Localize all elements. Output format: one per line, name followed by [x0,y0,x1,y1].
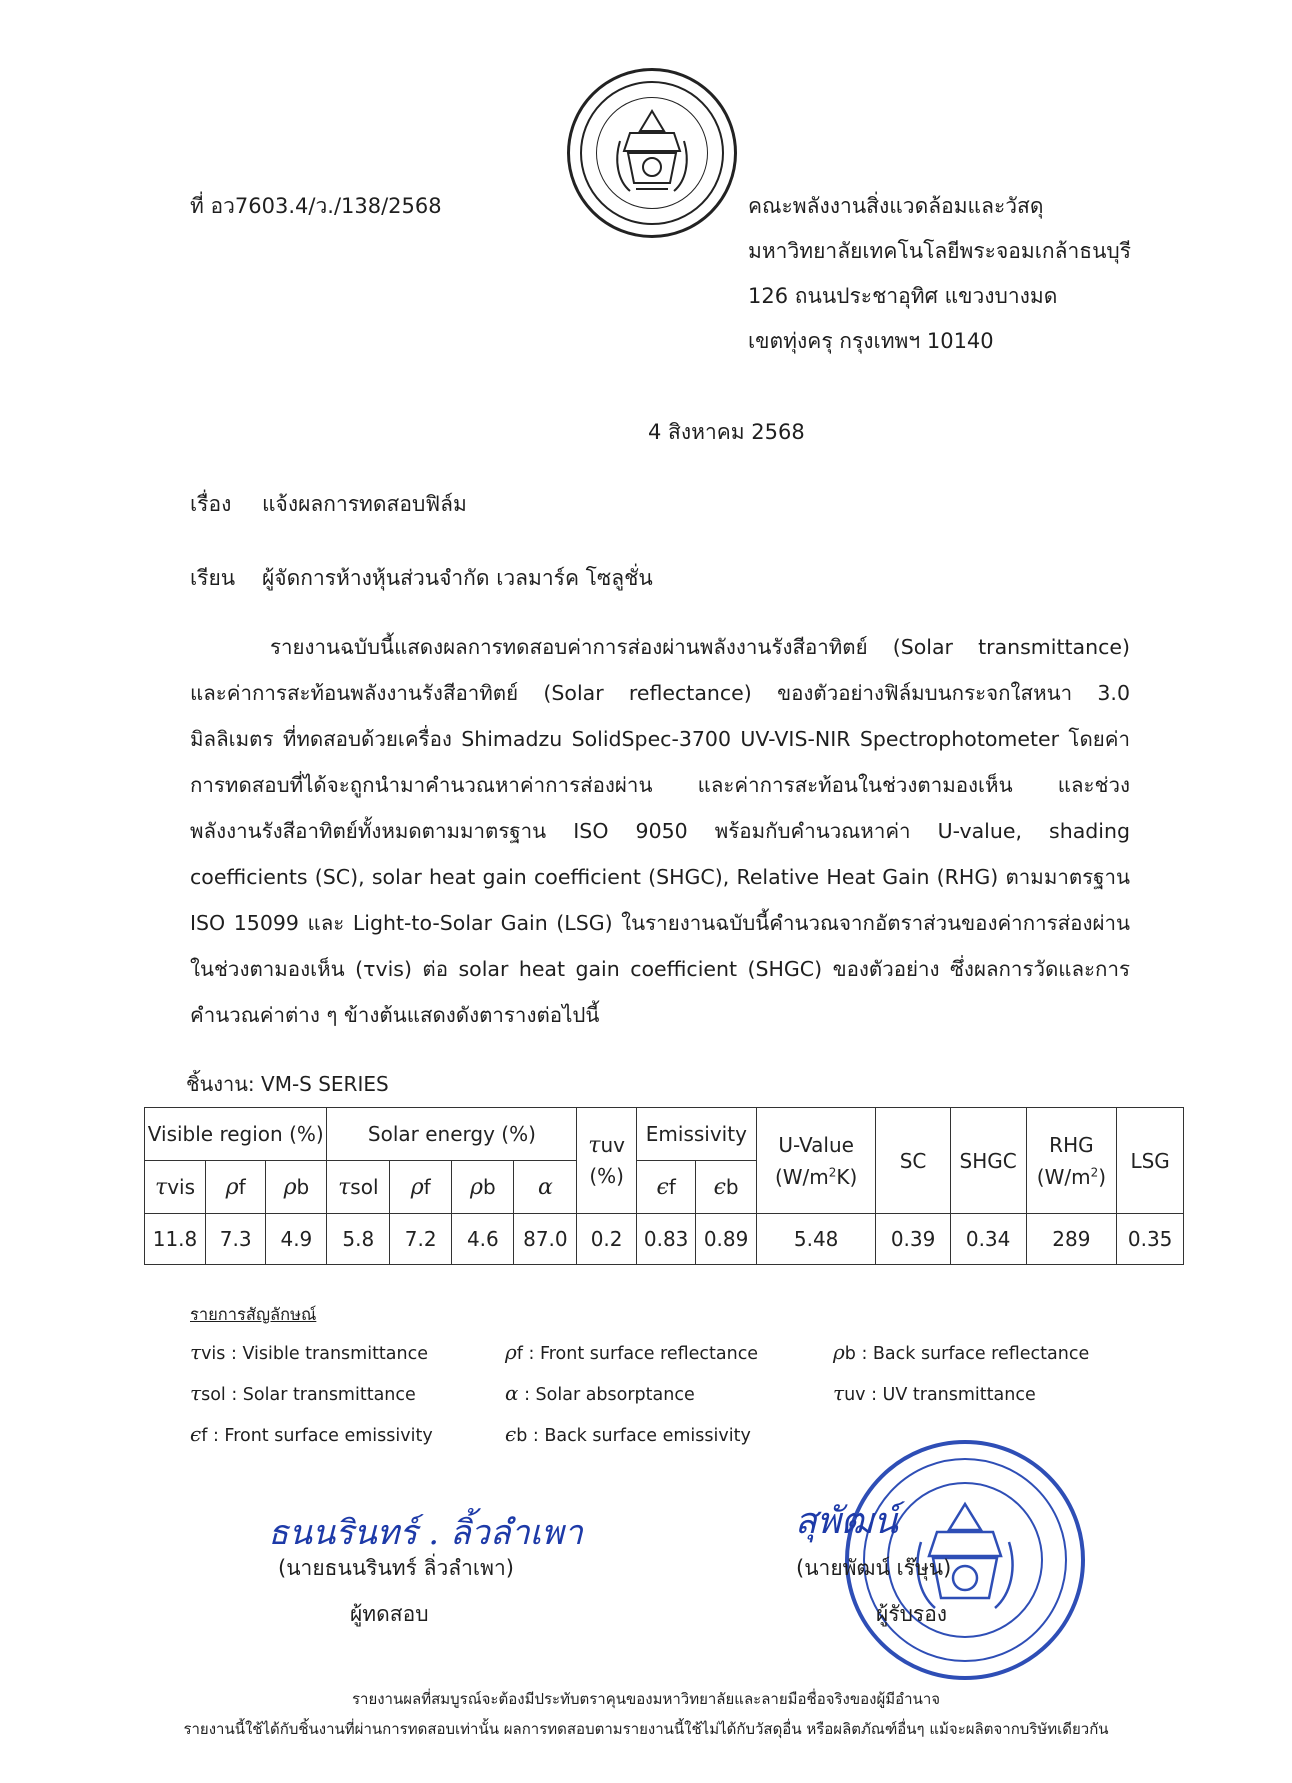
legend-item: ϵb : Back surface emissivity [505,1422,751,1446]
body-line: และค่าการสะท้อนพลังงานรังสีอาทิตย์ (Solar reflectance) ของตัวอย่างฟิล์มบนกระจกใสหนา 3.0 [190,681,1130,705]
body-line: ในช่วงตามองเห็น (τvis) ต่อ solar heat gain coefficient (SHGC) ของตัวอย่าง ซึ่งผลการวัดและการ [190,957,1130,981]
table-cell: 0.39 [876,1214,950,1265]
solar-energy-header: Solar energy (%) [327,1108,577,1161]
table-header-row [145,1108,1184,1161]
results-table [144,1107,1184,1265]
col-eb: ϵb [696,1161,756,1214]
tester-role: ผู้ทดสอบ [350,1602,429,1626]
table-cell: 7.3 [206,1214,266,1265]
body-line: การทดสอบที่ได้จะถูกนำมาคำนวณหาค่าการส่องผ่าน และค่าการสะท้อนในช่วงตามองเห็น และช่วง [190,773,1130,797]
table-cell: 0.34 [950,1214,1026,1265]
address-line: มหาวิทยาลัยเทคโนโลยีพระจอมเกล้าธนบุรี [748,239,1132,263]
shgc-header: SHGC [950,1108,1026,1214]
col-rf-sol: ρf [390,1161,452,1214]
legend-item: ρb : Back surface reflectance [833,1340,1090,1364]
recipient-text: ผู้จัดการห้างหุ้นส่วนจำกัด เวลมาร์ค โซลูชั่น [262,566,653,590]
body-line: มิลลิเมตร ที่ทดสอบด้วยเครื่อง Shimadzu SolidSpec-3700 UV-VIS-NIR Spectrophotometer โดยค่า [190,727,1130,751]
body-line: คำนวณค่าต่าง ๆ ข้างต้นแสดงดังตารางต่อไปนี้ [190,1003,600,1027]
sc-header: SC [876,1108,950,1214]
approver-signature: สุพัฒน์ [795,1501,898,1542]
address-line: เขตทุ่งครุ กรุงเทพฯ 10140 [748,329,994,353]
body-line: coefficients (SC), solar heat gain coefficient (SHGC), Relative Heat Gain (RHG) ตามมาตรฐาน [190,865,1130,889]
address-line: คณะพลังงานสิ่งแวดล้อมและวัสดุ [748,194,1044,218]
uv-transmittance-header: τuv (%) [577,1108,637,1214]
table-cell: 289 [1026,1214,1117,1265]
legend-item: τsol : Solar transmittance [190,1381,416,1405]
tester-name: (นายธนนรินทร์ ลิ่วลำเพา) [278,1556,514,1580]
legend-item: ϵf : Front surface emissivity [190,1422,433,1446]
legend-item: ρf : Front surface reflectance [505,1340,759,1364]
legend-item: τuv : UV transmittance [833,1381,1036,1405]
address-line: 126 ถนนประชาอุทิศ แขวงบางมด [748,284,1058,308]
legend-title: รายการสัญลักษณ์ [190,1305,317,1324]
u-value-header: U-Value $(W/m^2K)$ [756,1108,876,1214]
col-alpha: α [514,1161,577,1214]
lsg-header: LSG [1117,1108,1184,1214]
table-cell: 5.48 [756,1214,876,1265]
specimen-label: ชิ้นงาน: VM-S SERIES [186,1072,389,1096]
subject-label: เรื่อง [190,492,232,516]
approver-role: ผู้รับรอง [876,1602,948,1626]
rhg-header: RHG $(W/m^2)$ [1026,1108,1117,1214]
university-seal [567,68,737,238]
footer-disclaimer: รายงานนี้ใช้ได้กับชิ้นงานที่ผ่านการทดสอบเท่านั้น ผลการทดสอบตามรายงานนี้ใช้ไม่ได้กับวัสดุอื่น หรือผลิตภัณฑ์อื่นๆ แม้จะผลิตจากบริษัทเดียวกัน [183,1720,1109,1738]
col-rb-sol: ρb [452,1161,514,1214]
table-cell: 0.35 [1117,1214,1184,1265]
table-row [145,1214,1184,1265]
legend-item: α : Solar absorptance [505,1381,695,1405]
table-cell: 11.8 [145,1214,206,1265]
visible-region-header: Visible region (%) [145,1108,327,1161]
recipient-label: เรียน [190,566,236,590]
col-tvis: τvis [145,1161,206,1214]
body-paragraph [190,624,1130,1038]
table-cell: 4.6 [452,1214,514,1265]
table-cell: 4.9 [266,1214,327,1265]
table-cell: 7.2 [390,1214,452,1265]
table-cell: 0.83 [636,1214,695,1265]
footer-note: รายงานผลที่สมบูรณ์จะต้องมีประทับตราคุนของมหาวิทยาลัยและลายมือชื่อจริงของผู้มีอำนาจ [351,1690,941,1708]
table-cell: 0.89 [696,1214,756,1265]
legend-item: τvis : Visible transmittance [190,1340,428,1364]
body-line: รายงานฉบับนี้แสดงผลการทดสอบค่าการส่องผ่านพลังงานรังสีอาทิตย์ (Solar transmittance) [270,635,1130,659]
table-cell: 87.0 [514,1214,577,1265]
body-line: พลังงานรังสีอาทิตย์ทั้งหมดตามมาตรฐาน ISO 9050 พร้อมกับคำนวณหาค่า U-value, shading [190,819,1130,843]
col-rf-vis: ρf [206,1161,266,1214]
tester-signature: ธนนรินทร์ . ลิ้วลำเพา [268,1513,583,1553]
approver-name: (นายพัฒน์ เร๊ษุน) [796,1556,952,1580]
col-tsol: τsol [327,1161,390,1214]
col-rb-vis: ρb [266,1161,327,1214]
emissivity-header: Emissivity [636,1108,756,1161]
reference-number: ที่ อว7603.4/ว./138/2568 [190,194,442,218]
letter-date: 4 สิงหาคม 2568 [648,420,805,444]
col-ef: ϵf [636,1161,695,1214]
body-line: ISO 15099 และ Light-to-Solar Gain (LSG) ในรายงานฉบับนี้คำนวณจากอัตราส่วนของค่าการส่องผ่าน [190,911,1130,935]
table-cell: 5.8 [327,1214,390,1265]
subject-text: แจ้งผลการทดสอบฟิล์ม [262,492,467,516]
table-cell: 0.2 [577,1214,637,1265]
